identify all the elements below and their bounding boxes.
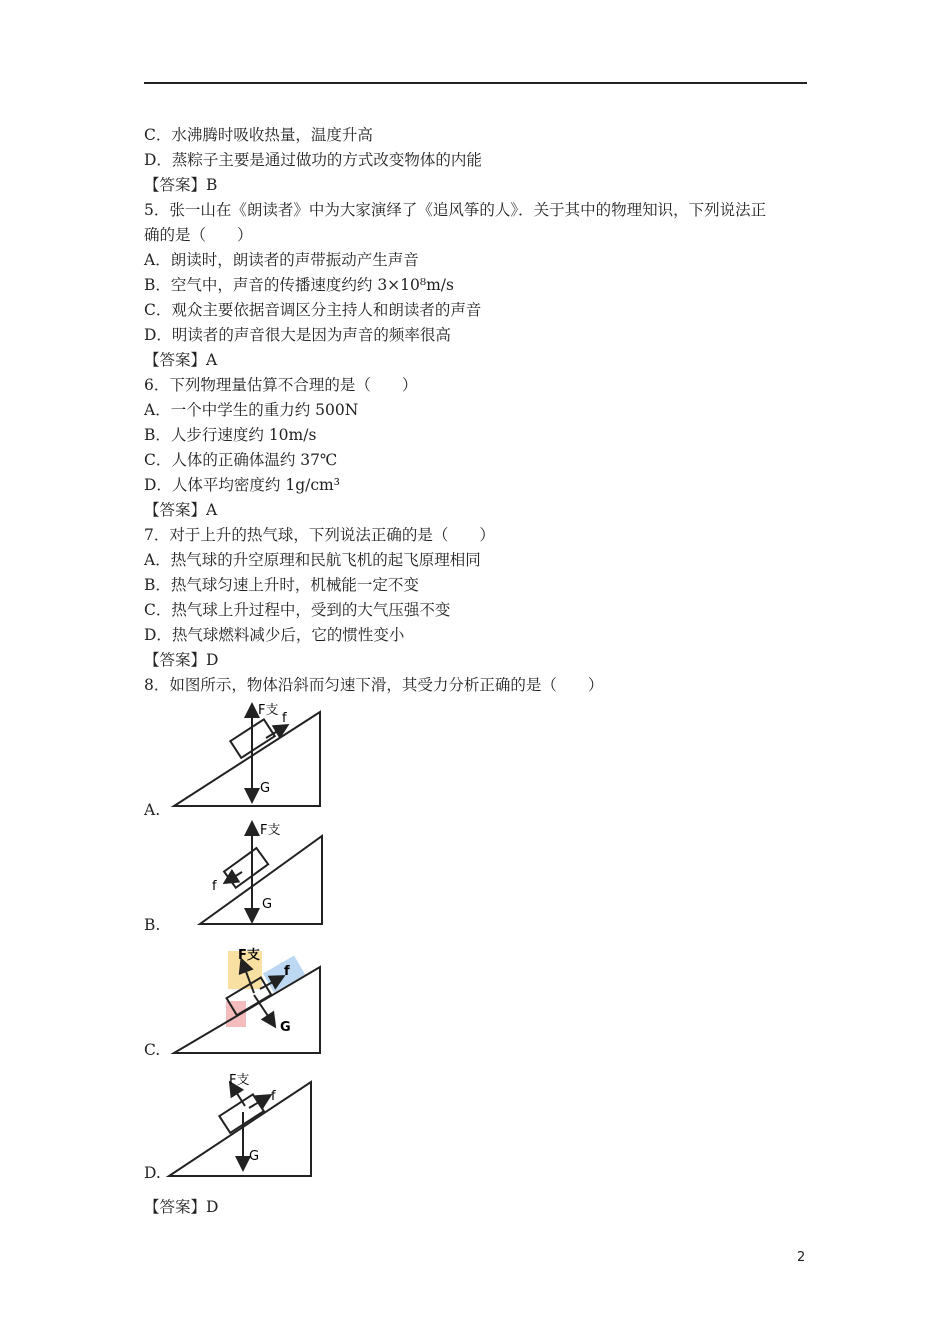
text-line: D．明读者的声音很大是因为声音的频率很高 <box>144 326 451 344</box>
figure-b <box>190 820 330 930</box>
answer-line: 【答案】A <box>144 501 218 519</box>
header-rule <box>144 82 807 84</box>
text-line: C．观众主要依据音调区分主持人和朗读者的声音 <box>144 301 482 319</box>
label-friction: f <box>282 711 287 726</box>
page-number: 2 <box>797 1250 806 1265</box>
text-line: C．人体的正确体温约 37℃ <box>144 451 338 469</box>
option-label-c: C. <box>144 1041 161 1059</box>
label-gravity: G <box>280 1020 291 1035</box>
question-6: 6．下列物理量估算不合理的是（ ） <box>144 376 418 394</box>
block <box>224 848 268 888</box>
text-line: D．人体平均密度约 1g/cm³ <box>144 476 340 494</box>
label-support: F支 <box>229 1073 250 1088</box>
answer-line: 【答案】A <box>144 351 218 369</box>
incline <box>169 1082 311 1176</box>
label-gravity: G <box>249 1149 260 1164</box>
option-label-a: A. <box>144 801 161 819</box>
label-support: F支 <box>260 823 281 838</box>
text-line: D．热气球燃料减少后，它的惯性变小 <box>144 626 405 644</box>
text-line: B．人步行速度约 10m/s <box>144 426 317 444</box>
text-line: C．热气球上升过程中，受到的大气压强不变 <box>144 601 451 619</box>
label-support: F支 <box>238 948 260 963</box>
text-line: C．水沸腾时吸收热量，温度升高 <box>144 126 373 144</box>
label-gravity: G <box>262 897 273 912</box>
question-7: 7．对于上升的热气球，下列说法正确的是（ ） <box>144 526 495 544</box>
answer-line: 【答案】D <box>144 1198 219 1216</box>
text-line: B．空气中，声音的传播速度约约 3×10⁸m/s <box>144 276 454 294</box>
label-gravity: G <box>260 781 271 796</box>
label-friction: f <box>212 879 217 894</box>
answer-line: 【答案】B <box>144 176 218 194</box>
option-label-b: B. <box>144 916 161 934</box>
text-line: A．热气球的升空原理和民航飞机的起飞原理相同 <box>144 551 481 569</box>
text-line: A．一个中学生的重力约 500N <box>144 401 359 419</box>
label-support: F支 <box>258 703 279 718</box>
question-5: 5．张一山在《朗读者》中为大家演绎了《追风筝的人》．关于其中的物理知识，下列说法正 <box>144 201 767 219</box>
figure-a <box>170 700 330 812</box>
label-friction: f <box>284 964 290 979</box>
text-line: 确的是（ ） <box>144 226 253 244</box>
answer-line: 【答案】D <box>144 651 219 669</box>
figure-d <box>165 1070 325 1182</box>
question-8: 8．如图所示，物体沿斜而匀速下滑，其受力分析正确的是（ ） <box>144 676 604 694</box>
label-friction: f <box>271 1089 276 1104</box>
text-line: B．热气球匀速上升时，机械能一定不变 <box>144 576 419 594</box>
incline <box>200 836 322 924</box>
text-line: D．蒸粽子主要是通过做功的方式改变物体的内能 <box>144 151 482 169</box>
incline <box>174 712 320 806</box>
option-label-d: D. <box>144 1164 161 1182</box>
figure-c <box>170 945 330 1057</box>
text-line: A．朗读时，朗读者的声带振动产生声音 <box>144 251 419 269</box>
